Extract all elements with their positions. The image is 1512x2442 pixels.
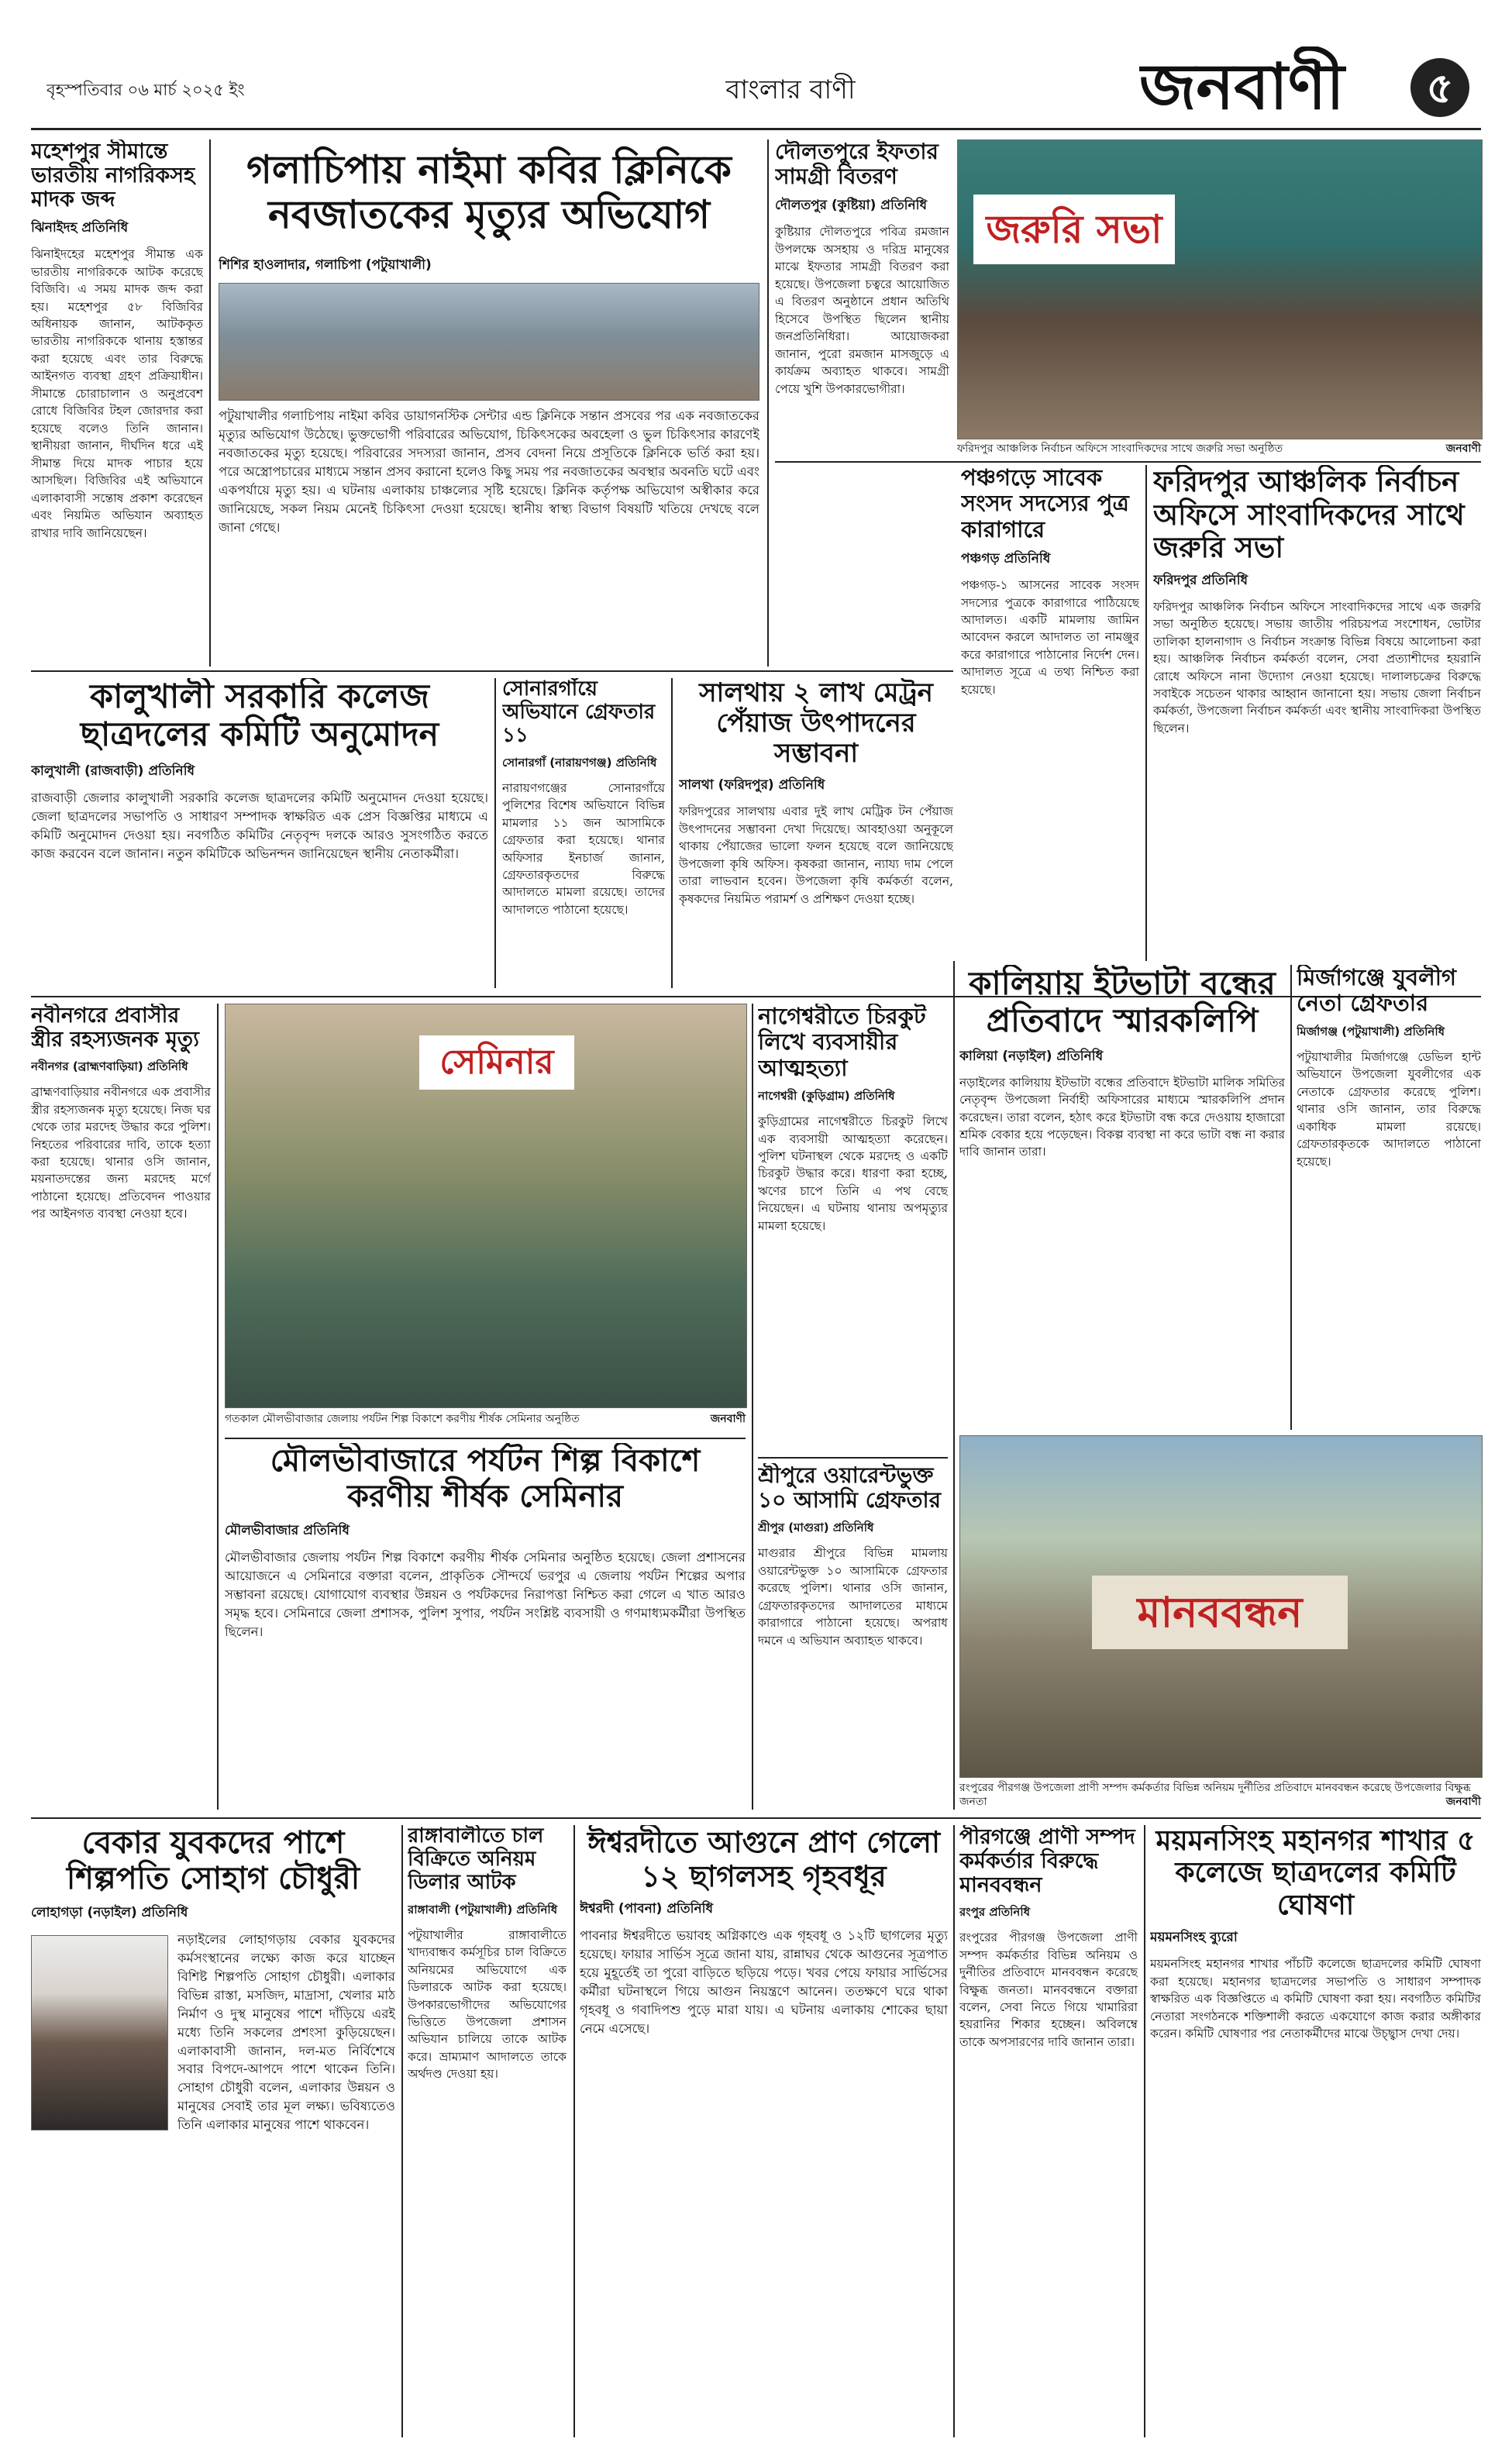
photo-credit: জনবাণী (1445, 1796, 1481, 1809)
rangpur-photo (959, 1435, 1483, 1778)
column-rule (1290, 965, 1292, 1430)
reporter: মৌলভীবাজার প্রতিনিধি (225, 1523, 350, 1538)
headline: মির্জাগঞ্জে যুবলীগ নেতা গ্রেফতার (1297, 965, 1457, 1017)
column-rule (573, 1825, 575, 2437)
moulvibazar-caption (225, 1412, 746, 1426)
reporter: ঈশ্বরদী (পাবনা) প্রতিনিধি (580, 1901, 714, 1917)
article-body: ব্রাহ্মণবাড়িয়ার নবীনগরে এক প্রবাসীর স্ত্রীর রহস্যজনক মৃত্যু হয়েছে। নিজ ঘর থেকে তার মরদেহ উদ্ধার করে পুলিশ। নিহতের পরিবারের দাবি, তাকে হত্যা করা হয়েছে। থানার ওসি জানান, ময়নাতদন্তের জন্য মরদেহ মর্গে পাঠানো হয়েছে। প্রতিবেদন পাওয়ার পর আইনগত ব্যবস্থা নেওয়া হবে। (31, 1085, 211, 1221)
logo-text: জনবাণী (1139, 50, 1345, 124)
headline: মৌলভীবাজারে পর্যটন শিল্প বিকাশে করণীয় শীর্ষক সেমিনার (270, 1443, 701, 1514)
article-body: মাগুরার শ্রীপুরে বিভিন্ন মামলায় ওয়ারেন্টভুক্ত ১০ আসামিকে গ্রেফতার করেছে পুলিশ। থানার ওসি জানান, গ্রেফতারকৃতদের আদালতের মাধ্যমে কারাগারে পাঠানো হয়েছে। অপরাধ দমনে এ অভিযান অব্যাহত থাকবে। (758, 1546, 948, 1648)
page-number: ৫ (1426, 63, 1454, 112)
article-body: নড়াইলের কালিয়ায় ইটভাটা বন্ধের প্রতিবাদে ইটভাটা মালিক সমিতির নেতৃবৃন্দ উপজেলা নির্বাহী অফিসারের মাধ্যমে স্মারকলিপি প্রদান করেছেন। তারা বলেন, হঠাৎ করে ইটভাটা বন্ধ করে দেওয়ায় হাজারো শ্রমিক বেকার হয়ে পড়েছেন। বিকল্প ব্যবস্থা না করে ভাটা বন্ধ না করার দাবি জানান তারা। (959, 1075, 1285, 1159)
banner-text: সেমিনার (439, 1042, 554, 1082)
reporter: কালুখালী (রাজবাড়ী) প্রতিনিধি (31, 763, 195, 779)
reporter: কালিয়া (নড়াইল) প্রতিনিধি (959, 1048, 1104, 1064)
masthead-rule (31, 128, 1481, 130)
article-nabinagar (31, 1004, 211, 1810)
section-rule (31, 670, 953, 672)
article-panchagarh (961, 465, 1139, 961)
faridpur-caption (957, 442, 1481, 456)
article-daulatpur (775, 139, 949, 666)
section-rule (775, 461, 1481, 463)
headline: মহেশপুর সীমান্তে ভারতীয় নাগরিকসহ মাদক জব্দ (31, 139, 195, 212)
article-body: পটুয়াখালীর রাঙ্গাবালীতে খাদ্যবান্ধব কর্মসূচির চাল বিক্রিতে অনিয়মের অভিযোগে এক ডিলারকে আটক করা হয়েছে। উপকারভোগীদের অভিযোগের ভিত্তিতে উপজেলা প্রশাসন অভিযান চালিয়ে তাকে আটক করে। ভ্রাম্যমাণ আদালতে তাকে অর্থদণ্ড দেওয়া হয়। (408, 1927, 567, 2082)
article-body: মৌলভীবাজার জেলায় পর্যটন শিল্প বিকাশে করণীয় শীর্ষক সেমিনার অনুষ্ঠিত হয়েছে। জেলা প্রশাসনের আয়োজনে এ সেমিনারে বক্তারা বলেন, প্রাকৃতিক সৌন্দর্যে ভরপুর এ জেলায় পর্যটন শিল্পের অপার সম্ভাবনা রয়েছে। যোগাযোগ ব্যবস্থার উন্নয়ন ও পর্যটকদের নিরাপত্তা নিশ্চিত করা গেলে এ খাত আরও সমৃদ্ধ হবে। সেমিনারে জেলা প্রশাসক, পুলিশ সুপার, পর্যটন সংশ্লিষ্ট ব্যবসায়ী ও গণমাধ্যমকর্মীরা উপস্থিত ছিলেন। (225, 1550, 746, 1639)
masthead-date: বৃহস্পতিবার ০৬ মার্চ ২০২৫ ইং (46, 81, 245, 99)
caption-text: গতকাল মৌলভীবাজার জেলায় পর্যটন শিল্প বিকাশে করণীয় শীর্ষক সেমিনার অনুষ্ঠিত (225, 1413, 580, 1425)
column-rule (1145, 465, 1147, 961)
reporter: নাগেশ্বরী (কুড়িগ্রাম) প্রতিনিধি (758, 1089, 895, 1104)
article-galachipa (219, 139, 759, 666)
caption-text: ফরিদপুর আঞ্চলিক নির্বাচন অফিসে সাংবাদিকদের সাথে জরুরি সভা অনুষ্ঠিত (957, 443, 1283, 455)
reporter: দৌলতপুর (কুষ্টিয়া) প্রতিনিধি (775, 198, 927, 214)
article-ishwardi (580, 1825, 948, 2437)
masthead-section: বাংলার বাণী (725, 74, 856, 105)
page-number-badge (1410, 58, 1469, 117)
reporter: শিশির হাওলাদার, গলাচিপা (পটুয়াখালী) (219, 257, 432, 273)
photo-credit: জনবাণী (1445, 443, 1481, 455)
headline: নবীনগরে প্রবাসীর স্ত্রীর রহস্যজনক মৃত্যু (31, 1004, 199, 1052)
reporter: নবীনগর (ব্রাহ্মণবাড়িয়া) প্রতিনিধি (31, 1059, 188, 1074)
headline: কালিয়ায় ইটভাটা বন্ধের প্রতিবাদে স্মারকলিপি (969, 965, 1276, 1040)
reporter: সোনারগাঁ (নারায়ণগঞ্জ) প্রতিনিধি (502, 755, 657, 770)
reporter: ফরিদপুর প্রতিনিধি (1153, 572, 1249, 588)
article-nageshwari (758, 1004, 948, 1453)
portrait-photo (31, 1935, 168, 2130)
caption-text: রংপুরের পীরগঞ্জ উপজেলা প্রাণী সম্পদ কর্মকর্তার বিভিন্ন অনিয়ম দুর্নীতির প্রতিবাদে মানববন্ধন করেছে উপজেলার বিক্ষুব্ধ জনতা (959, 1782, 1471, 1809)
column-rule (209, 139, 211, 666)
rangpur-caption (959, 1781, 1481, 1809)
column-rule (494, 678, 496, 988)
reporter: ময়মনসিংহ ব্যুরো (1150, 1930, 1238, 1946)
column-rule (401, 1825, 403, 2437)
headline: দৌলতপুরে ইফতার সামগ্রী বিতরণ (775, 139, 939, 190)
clinic-photo (219, 283, 759, 401)
banner-text: মানববন্ধন (1137, 1587, 1303, 1637)
article-kalukhali (31, 678, 488, 988)
headline: পীরগঞ্জে প্রাণী সম্পদ কর্মকর্তার বিরুদ্ধে মানববন্ধন (959, 1825, 1135, 1898)
section-rule (758, 1457, 948, 1459)
article-meherpur (31, 139, 203, 666)
article-body: পটুয়াখালীর গলাচিপায় নাইমা কবির ডায়াগনস্টিক সেন্টার এন্ড ক্লিনিকে সন্তান প্রসবের পর এক নবজাতকের মৃত্যুর অভিযোগ উঠেছে। ভুক্তভোগী পরিবারের অভিযোগ, চিকিৎসকের অবহেলা ও ভুল চিকিৎসার কারণেই নবজাতকের মৃত্যু হয়েছে। পরিবারের সদস্যরা জানান, প্রসব বেদনা নিয়ে প্রসূতিকে ক্লিনিকে ভর্তি করা হয়। পরে অস্ত্রোপচারের মাধ্যমে সন্তান প্রসব করানো হলেও কিছু সময় পর নবজাতকের অবস্থার অবনতি ঘটে এবং একপর্যায়ে মৃত্যু হয়। এ ঘটনায় এলাকায় চাঞ্চল্যের সৃষ্টি হয়েছে। ক্লিনিক কর্তৃপক্ষ অভিযোগ অস্বীকার করে জানিয়েছে, সকল নিয়ম মেনেই চিকিৎসা দেওয়া হয়েছে। স্থানীয় স্বাস্থ্য বিভাগ বিষয়টি খতিয়ে দেখছে বলে জানা গেছে। (219, 408, 759, 535)
photo-banner (1092, 1576, 1348, 1649)
column-rule (217, 1004, 219, 1810)
banner-text: জরুরি সভা (986, 206, 1162, 252)
article-sreepur (758, 1463, 948, 1808)
article-pirganj (959, 1825, 1138, 2437)
reporter: সালথা (ফরিদপুর) প্রতিনিধি (679, 777, 825, 794)
article-body: পাবনার ঈশ্বরদীতে ভয়াবহ অগ্নিকাণ্ডে এক গৃহবধূ ও ১২টি ছাগলের মৃত্যু হয়েছে। ফায়ার সার্ভিস সূত্রে জানা যায়, রান্নাঘর থেকে আগুনের সূত্রপাত হয়ে মুহূর্তেই তা পুরো বাড়িতে ছড়িয়ে পড়ে। খবর পেয়ে ফায়ার সার্ভিসের কর্মীরা ঘটনাস্থলে গিয়ে আগুন নিয়ন্ত্রণে আনেন। ততক্ষণে ঘরে থাকা গৃহবধূ ও গবাদিপশু পুড়ে মারা যায়। এ ঘটনায় এলাকায় শোকের ছায়া নেমে এসেছে। (580, 1928, 948, 2036)
headline: পঞ্চগড়ে সাবেক সংসদ সদস্যের পুত্র কারাগারে (961, 465, 1129, 542)
article-body: নড়াইলের লোহাগড়ায় বেকার যুবকদের কর্মসংস্থানের লক্ষ্যে কাজ করে যাচ্ছেন বিশিষ্ট শিল্পপতি সোহাগ চৌধুরী। এলাকার বিভিন্ন রাস্তা, মসজিদ, মাদ্রাসা, খেলার মাঠ নির্মাণ ও দুস্থ মানুষের পাশে দাঁড়িয়ে এরই মধ্যে তিনি সকলের প্রশংসা কুড়িয়েছেন। এলাকাবাসী জানান, দল-মত নির্বিশেষে সবার বিপদে-আপদে পাশে থাকেন তিনি। সোহাগ চৌধুরী বলেন, এলাকার উন্নয়ন ও মানুষের সেবাই তার মূল লক্ষ্য। ভবিষ্যতেও তিনি এলাকার মানুষের পাশে থাকবেন। (177, 1932, 395, 2133)
column-rule (767, 139, 769, 666)
reporter: পঞ্চগড় প্রতিনিধি (961, 551, 1051, 567)
masthead-logo (1139, 46, 1395, 132)
section-rule (31, 1817, 1481, 1819)
article-body: রাজবাড়ী জেলার কালুখালী সরকারি কলেজ ছাত্রদলের কমিটি অনুমোদন দেওয়া হয়েছে। জেলা ছাত্রদলের সভাপতি ও সাধারণ সম্পাদক স্বাক্ষরিত এক প্রেস বিজ্ঞপ্তির মাধ্যমে এ কমিটি অনুমোদন দেওয়া হয়। নবগঠিত কমিটির নেতৃবৃন্দ দলকে আরও সুসংগঠিত করতে কাজ করবেন বলে জানান। নতুন কমিটিকে অভিনন্দন জানিয়েছেন স্থানীয় নেতাকর্মীরা। (31, 790, 488, 861)
article-body: ফরিদপুরের সালথায় এবার দুই লাখ মেট্রিক টন পেঁয়াজ উৎপাদনের সম্ভাবনা দেখা দিয়েছে। আবহাওয়া অনুকূলে থাকায় পেঁয়াজের ভালো ফলন হয়েছে বলে জানিয়েছে উপজেলা কৃষি অফিস। কৃষকরা জানান, ন্যায্য দাম পেলে তারা লাভবান হবেন। উপজেলা কৃষি কর্মকর্তা বলেন, কৃষকদের নিয়মিত পরামর্শ ও প্রশিক্ষণ দেওয়া হচ্ছে। (679, 804, 953, 906)
headline: সালথায় ২ লাখ মেট্রন পেঁয়াজ উৎপাদনের সম্ভাবনা (699, 678, 933, 770)
reporter: রাঙ্গাবালী (পটুয়াখালী) প্রতিনিধি (408, 1902, 558, 1917)
headline: গলাচিপায় নাইমা কবির ক্লিনিকে নবজাতকের মৃত্যুর অভিযোগ (246, 146, 732, 237)
article-body: রংপুরের পীরগঞ্জ উপজেলা প্রাণী সম্পদ কর্মকর্তার বিভিন্ন অনিয়ম ও দুর্নীতির প্রতিবাদে মানববন্ধন করেছে বিক্ষুব্ধ জনতা। মানববন্ধনে বক্তারা বলেন, সেবা নিতে গিয়ে খামারিরা হয়রানির শিকার হচ্ছেন। অবিলম্বে তাকে অপসারণের দাবি জানান তারা। (959, 1931, 1138, 2049)
photo-credit: জনবাণী (710, 1413, 746, 1425)
article-faridpur (1153, 465, 1481, 961)
article-body: কুষ্টিয়ার দৌলতপুরে পবিত্র রমজান উপলক্ষে অসহায় ও দরিদ্র মানুষের মাঝে ইফতার সামগ্রী বিতরণ করা হয়েছে। উপজেলা চত্বরে আয়োজিত এ বিতরণ অনুষ্ঠানে প্রধান অতিথি হিসেবে উপস্থিত ছিলেন স্থানীয় জনপ্রতিনিধিরা। আয়োজকরা জানান, পুরো রমজান মাসজুড়ে এ কার্যক্রম অব্যাহত থাকবে। সামগ্রী পেয়ে খুশি উপকারভোগীরা। (775, 225, 949, 396)
column-rule (671, 678, 673, 988)
reporter: শ্রীপুর (মাগুরা) প্রতিনিধি (758, 1521, 874, 1535)
headline: সোনারগাঁয়ে অভিযানে গ্রেফতার ১১ (502, 678, 656, 747)
column-rule (953, 1825, 955, 2437)
headline: ফরিদপুর আঞ্চলিক নির্বাচন অফিসে সাংবাদিকদের সাথে জরুরি সভা (1153, 465, 1465, 565)
column-rule (1144, 1825, 1145, 2437)
article-body: ময়মনসিংহ মহানগর শাখার পাঁচটি কলেজে ছাত্রদলের কমিটি ঘোষণা করা হয়েছে। মহানগর ছাত্রদলের সভাপতি ও সাধারণ সম্পাদক স্বাক্ষরিত এক বিজ্ঞপ্তিতে এ কমিটি ঘোষণা করা হয়। নবগঠিত কমিটির নেতারা সংগঠনকে শক্তিশালী করতে একযোগে কাজ করার অঙ্গীকার করেন। কমিটি ঘোষণার পর নেতাকর্মীদের মাঝে উচ্ছ্বাস দেখা দেয়। (1150, 1957, 1481, 2041)
article-rangabali (408, 1825, 567, 2437)
headline: শ্রীপুরে ওয়ারেন্টভুক্ত ১০ আসামি গ্রেফতার (758, 1463, 942, 1514)
photo-banner (973, 195, 1175, 264)
reporter: রংপুর প্রতিনিধি (959, 1905, 1031, 1920)
article-body: ঝিনাইদহের মহেশপুর সীমান্ত এক ভারতীয় নাগরিককে আটক করেছে বিজিবি। এ সময় মাদক জব্দ করা হয়। মহেশপুর ৫৮ বিজিবির অধিনায়ক জানান, আটককৃত ভারতীয় নাগরিককে থানায় হস্তান্তর করা হয়েছে এবং তার বিরুদ্ধে আইনগত ব্যবস্থা গ্রহণ প্রক্রিয়াধীন। সীমান্তে চোরাচালান ও অনুপ্রবেশ রোধে বিজিবির টহল জোরদার করা হয়েছে বলেও তিনি জানান। স্থানীয়রা জানান, দীর্ঘদিন ধরে এই সীমান্ত দিয়ে মাদক পাচার হয়ে আসছিল। বিজিবির এই অভিযানে এলাকাবাসী সন্তোষ প্রকাশ করেছেন এবং নিয়মিত অভিযান অব্যাহত রাখার দাবি জানিয়েছেন। (31, 247, 203, 540)
photo-banner (419, 1035, 574, 1090)
reporter: লোহাগড়া (নড়াইল) প্রতিনিধি (31, 1905, 188, 1920)
moulvibazar-photo (225, 1004, 747, 1408)
faridpur-photo (957, 139, 1483, 439)
section-rule (225, 1438, 746, 1439)
article-body: কুড়িগ্রামের নাগেশ্বরীতে চিরকুট লিখে এক ব্যবসায়ী আত্মহত্যা করেছেন। পুলিশ ঘটনাস্থল থেকে মরদেহ ও একটি চিরকুট উদ্ধার করে। ধারণা করা হচ্ছে, ঋণের চাপে তিনি এ পথ বেছে নিয়েছেন। এ ঘটনায় থানায় অপমৃত্যুর মামলা হয়েছে। (758, 1114, 948, 1233)
article-body: পঞ্চগড়-১ আসনের সাবেক সংসদ সদস্যের পুত্রকে কারাগারে পাঠিয়েছে আদালত। একটি মামলায় জামিন আবেদন করলে আদালত তা নামঞ্জুর করে কারাগারে পাঠানোর নির্দেশ দেন। আদালত সূত্রে এ তথ্য নিশ্চিত করা হয়েছে। (961, 578, 1139, 697)
article-mymensingh (1150, 1825, 1481, 2437)
article-moulvibazar (225, 1443, 746, 1807)
article-salthia (679, 678, 953, 988)
article-body: পটুয়াখালীর মির্জাগঞ্জে ডেভিল হান্ট অভিযানে উপজেলা যুবলীগের এক নেতাকে গ্রেফতার করেছে পুলিশ। থানার ওসি জানান, তার বিরুদ্ধে একাধিক মামলা রয়েছে। গ্রেফতারকৃতকে আদালতে পাঠানো হয়েছে। (1297, 1049, 1481, 1169)
column-rule (752, 1004, 753, 1810)
headline: ময়মনসিংহ মহানগর শাখার ৫ কলেজে ছাত্রদলের কমিটি ঘোষণা (1156, 1825, 1476, 1921)
article-lohagara (31, 1825, 395, 2437)
masthead (0, 0, 1512, 136)
column-rule (953, 961, 955, 1810)
headline: কালুখালী সরকারি কলেজ ছাত্রদলের কমিটি অনুমোদন (80, 678, 439, 755)
reporter: মির্জাগঞ্জ (পটুয়াখালী) প্রতিনিধি (1297, 1024, 1445, 1038)
headline: ঈশ্বরদীতে আগুনে প্রাণ গেলো ১২ ছাগলসহ গৃহবধূর (587, 1825, 940, 1893)
article-sonargaon (502, 678, 665, 988)
headline: রাঙ্গাবালীতে চাল বিক্রিতে অনিয়ম ডিলার আটক (408, 1825, 544, 1894)
article-mirzaganj (1297, 965, 1481, 1430)
article-body: ফরিদপুর আঞ্চলিক নির্বাচন অফিসে সাংবাদিকদের সাথে এক জরুরি সভা অনুষ্ঠিত হয়েছে। সভায় জাতীয় পরিচয়পত্র সংশোধন, ভোটার তালিকা হালনাগাদ ও নির্বাচন সংক্রান্ত বিভিন্ন বিষয়ে আলোচনা করা হয়। আঞ্চলিক নির্বাচন কর্মকর্তা বলেন, সেবা প্রত্যাশীদের হয়রানি রোধে অফিসে নানা উদ্যোগ নেওয়া হয়েছে। দালালচক্রের বিরুদ্ধে সবাইকে সচেতন থাকার আহ্বান জানানো হয়। সভায় জেলা নির্বাচন কর্মকর্তা, উপজেলা নির্বাচন কর্মকর্তা এবং স্থানীয় সাংবাদিকরা উপস্থিত ছিলেন। (1153, 599, 1481, 735)
article-kalia (959, 965, 1285, 1430)
article-body: নারায়ণগঞ্জের সোনারগাঁয়ে পুলিশের বিশেষ অভিযানে বিভিন্ন মামলার ১১ জন আসামিকে গ্রেফতার করা হয়েছে। থানার অফিসার ইনচার্জ জানান, গ্রেফতারকৃতদের বিরুদ্ধে আদালতে মামলা রয়েছে। তাদের আদালতে পাঠানো হয়েছে। (502, 780, 665, 917)
headline: বেকার যুবকদের পাশে শিল্পপতি সোহাগ চৌধুরী (66, 1825, 360, 1896)
reporter: ঝিনাইদহ প্রতিনিধি (31, 220, 129, 236)
headline: নাগেশ্বরীতে চিরকুট লিখে ব্যবসায়ীর আত্মহত্যা (758, 1004, 926, 1081)
